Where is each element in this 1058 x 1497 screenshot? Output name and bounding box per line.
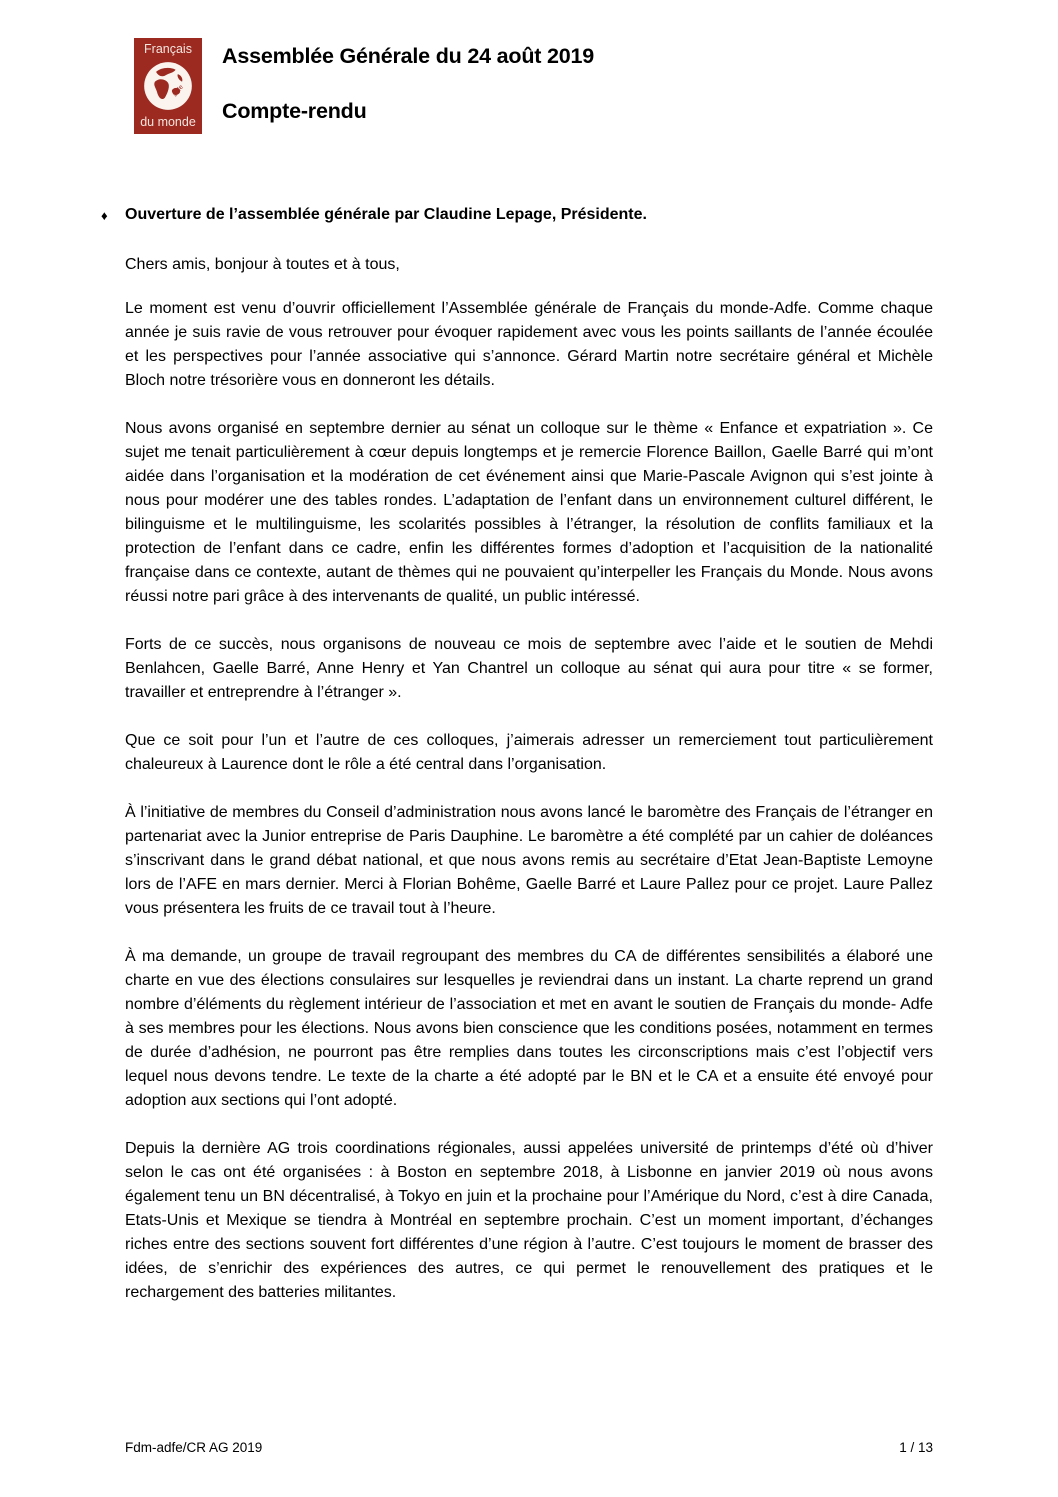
section-heading-text: Ouverture de l’assemblée générale par Claudine Lepage, Présidente.: [125, 206, 647, 223]
organization-logo: [134, 38, 202, 134]
doc-reference: Fdm-adfe/CR AG 2019: [125, 1440, 263, 1455]
section-heading: [101, 203, 933, 227]
page-title: Assemblée Générale du 24 août 2019: [222, 44, 595, 68]
logo-top-text: Français: [144, 42, 192, 56]
globe-small-text: adfe: [171, 83, 185, 99]
header-titles: [222, 44, 594, 124]
paragraph: À ma demande, un groupe de travail regroupant des membres du CA de différentes sensibilités a élaboré une charte en vue des élections consulaires sur lesquelles je reviendrai dans un instant. La charte reprend un grand nombre d’éléments du règlement intérieur de l’association et met en avant le soutien de Français du monde- Adfe à ses membres pour les élections. Nous avons bien conscience que les conditions posées, notamment en termes de durée d’adhésion, ne pourront pas être remplies dans toutes les circonscriptions mais c’est l’objectif vers lequel nous devons tendre. Le texte de la charte a été adopté par le BN et le CA et a ensuite été envoyé pour adoption aux sections qui l’ont adopté.: [125, 948, 933, 1109]
paragraph: À l’initiative de membres du Conseil d’administration nous avons lancé le baromètre des Français de l’étranger en partenariat avec la Junior entreprise de Paris Dauphine. Le baromètre a été complété par un cahier de doléances s’inscrivant dans le grand débat national, et que nous avons remis au secrétaire d’Etat Jean-Baptiste Lemoyne lors de l’AFE en mars dernier. Merci à Florian Bohême, Gaelle Barré et Laure Pallez pour ce projet. Laure Pallez vous présentera les fruits de ce travail tout à l’heure.: [125, 804, 933, 917]
paragraph: Nous avons organisé en septembre dernier au sénat un colloque sur le thème « Enfance et expatriation ». Ce sujet me tenait particulièrement à cœur depuis longtemps et je remercie Florence Baillon, Gaelle Barré qui m’ont aidée dans l’organisation et la modération de cet événement ainsi que Marie-Pascale Avignon qui s’est jointe à nous pour modérer une des tables rondes. L’adaptation de l’enfant dans un environnement culturel différent, le bilinguisme et le multilinguisme, les scolarités possibles à l’étranger, la résolution de conflits familiaux et la protection de l’enfant dans ce cadre, enfin les différentes formes d’adoption et l’acquisition de la nationalité française dans ce contexte, autant de thèmes qui ne pouvaient qu’interpeller les Français du Monde. Nous avons réussi notre pari grâce à des intervenants de qualité, un public intéressé.: [125, 420, 933, 605]
document-body: [101, 203, 933, 1329]
logo-bottom-text: du monde: [140, 115, 196, 129]
paragraph: Depuis la dernière AG trois coordinations régionales, aussi appelées université de printemps d’été où d’hiver selon le cas ont été organisées : à Boston en septembre 2018, à Lisbonne en janvier 2019 où nous avons également tenu un BN décentralisé, à Tokyo en juin et la prochaine pour l’Amérique du Nord, c’est à dire Canada, Etats-Unis et Mexique se tiendra à Montréal en septembre prochain. C’est un moment important, d’échanges riches entre des sections souvent fort différentes d’une région à l’autre. C’est toujours le moment de brasser des idées, de s’enrichir des expériences des autres, ce qui permet le renouvellement des pratiques et le rechargement des batteries militantes.: [125, 1140, 933, 1301]
page-footer: [125, 1440, 933, 1455]
page-number: 1 / 13: [899, 1440, 933, 1455]
globe-icon: [142, 59, 194, 113]
paragraph: Le moment est venu d’ouvrir officiellement l’Assemblée générale de Français du monde-Adfe. Comme chaque année je suis ravie de vous retrouver pour évoquer rapidement avec vous les points saillants de l’année écoulée et les perspectives pour l’année associative qui s’annonce. Gérard Martin notre secrétaire général et Michèle Bloch notre trésorière vous en donneront les détails.: [125, 300, 933, 389]
paragraph: Que ce soit pour l’un et l’autre de ces colloques, j’aimerais adresser un remerciement tout particulièrement chaleureux à Laurence dont le rôle a été central dans l’organisation.: [125, 732, 933, 773]
diamond-bullet-icon: ♦: [101, 208, 108, 223]
paragraph: Forts de ce succès, nous organisons de nouveau ce mois de septembre avec l’aide et le soutien de Mehdi Benlahcen, Gaelle Barré, Anne Henry et Yan Chantrel un colloque au sénat qui aura pour titre « se former, travailler et entreprendre à l’étranger ».: [125, 636, 933, 701]
salutation-line: Chers amis, bonjour à toutes et à tous,: [125, 256, 400, 273]
page-subtitle: Compte-rendu: [222, 99, 367, 123]
